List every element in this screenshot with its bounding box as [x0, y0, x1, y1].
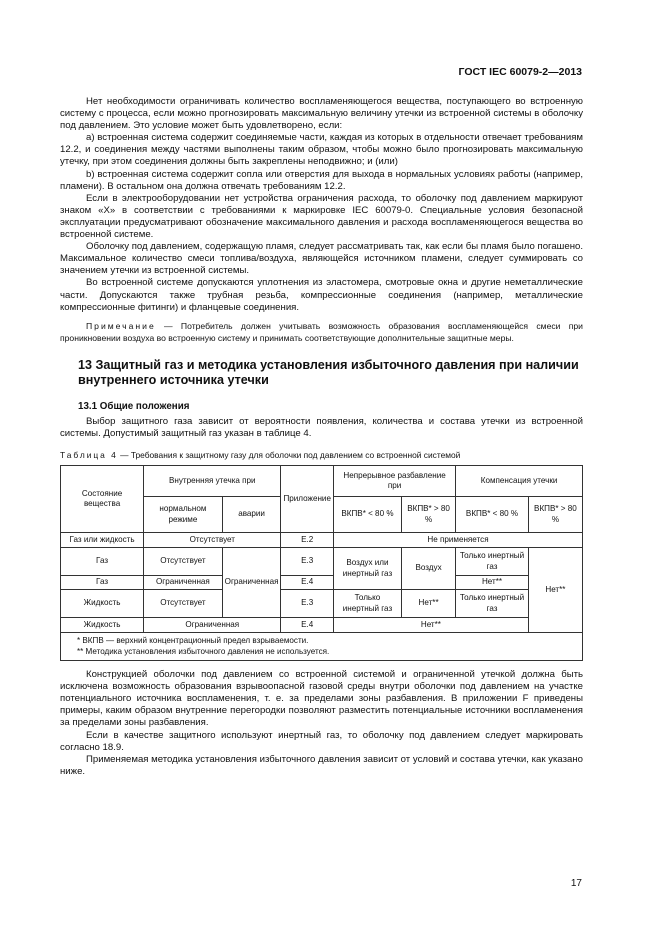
cell-not-applicable: Не применяется [333, 533, 582, 548]
header-failure: аварии [222, 497, 281, 533]
standard-header: ГОСТ IEC 60079-2—2013 [458, 66, 582, 78]
subsection-heading: 13.1 Общие положения [78, 400, 190, 412]
paragraph: Если в электрооборудовании нет устройства ограничения расхода, то оболочку под давлением маркируют знаком «Х» в соответствии с требованиями к маркировке IEC 60079-0. Специальные условия безопасной эксплуатации предусматривают обозначение максимального давления и расхода воспламеняющегося вещества во встроенной системе. [60, 192, 583, 241]
cell-state: Жидкость [61, 590, 144, 618]
cell-normal: Отсутствует [144, 590, 223, 618]
paragraph: Конструкцией оболочки под давлением со встроенной системой и ограниченной утечкой должна быть исключена возможность образования взрывоопасной газовой среды внутри оболочки под давлением на участке потенциального источника воспламенения, т. е. за пределами зоны разбавления. В приложении F приведены примеры, каким образом внутренние перегородки позволяют разместить потенциальные источники воспламенения за пределами зоны разбавления. [60, 669, 583, 729]
paragraph: Если в качестве защитного используют инертный газ, то оболочку под давлением следует маркировать согласно 18.9. [60, 729, 583, 753]
list-item-a: а) встроенная система содержит соединяемые части, каждая из которых в отдельности отвечает требованиям 12.2, и соединения между частями выполнены таким образом, чтобы можно было прогнозировать максимальную утечку, при этом соединения должны быть закреплены неподвижно; и (или) [60, 132, 583, 168]
cell-appendix: Е.3 [281, 590, 333, 618]
footnote: * ВКПВ — верхний концентрационный предел взрываемости. [77, 636, 309, 646]
header-dilution-uel-gt80: ВКПВ* > 80 % [401, 497, 455, 533]
note [60, 320, 583, 344]
paragraph: Выбор защитного газа зависит от вероятности появления, количества и состава утечки из встроенной системы. Допустимый защитный газ указан в таблице 4. [60, 415, 583, 439]
page-number: 17 [570, 878, 582, 889]
cell-only-inert: Только инертный газ [456, 590, 529, 618]
table-row [61, 533, 583, 548]
cell-appendix: Е.4 [281, 576, 333, 590]
table-footnotes-row [61, 633, 583, 661]
note-text: — Потребитель должен учитывать возможность образования воспламеняющейся смеси при проникновении воздуха во встроенную систему и принимать соответствующие дополнительные защитные меры. [60, 320, 583, 343]
section-heading: 13 Защитный газ и методика установления избыточного давления при наличии внутреннего источника утечки [78, 357, 579, 388]
cell-leak: Отсутствует [144, 533, 281, 548]
header-dilution-uel-lt80: ВКПВ* < 80 % [333, 497, 401, 533]
cell-normal: Отсутствует [144, 548, 223, 576]
cell-state: Газ или жидкость [61, 533, 144, 548]
cell-appendix: Е.4 [281, 618, 333, 633]
cell-state: Жидкость [61, 618, 144, 633]
header-compensation: Компенсация утечки [456, 466, 583, 497]
paragraph: Во встроенной системе допускаются уплотнения из эластомера, смотровые окна и другие неметаллические части. Допускаются также трубная резьба, компрессионные соединения (например, металлические компрессионные фитинги) и фланцевые соединения. [60, 277, 583, 313]
cell-appendix: Е.2 [281, 533, 333, 548]
header-internal-leak: Внутренняя утечка при [144, 466, 281, 497]
table-caption [60, 449, 583, 461]
header-compensation-uel-gt80: ВКПВ* > 80 % [528, 497, 582, 533]
header-normal: нормальном режиме [144, 497, 223, 533]
cell-appendix: Е.3 [281, 548, 333, 576]
table-caption-label: Таблица 4 [60, 449, 118, 460]
cell-no: Нет** [456, 576, 529, 590]
cell-no: Нет** [401, 590, 455, 618]
list-item-b: b) встроенная система содержит сопла или отверстия для выхода в нормальных условиях работы (например, пламени). В остальном она должна отвечать требованиям 12.2. [60, 168, 583, 192]
table-row [61, 590, 583, 618]
cell-state: Газ [61, 548, 144, 576]
cell-state: Газ [61, 576, 144, 590]
cell-no-compensation: Нет** [528, 548, 582, 633]
paragraph: Оболочку под давлением, содержащую пламя, следует рассматривать так, как если бы пламя было погашено. Максимальное количество смеси топлива/воздуха, являющейся источником пламени, следует суммировать со значением утечки из встроенной системы. [60, 241, 583, 277]
table-caption-text: — Требования к защитному газу для оболочки под давлением со встроенной системой [117, 449, 461, 460]
paragraph: Применяемая методика установления избыточного давления зависит от условий и состава утечки, как указано ниже. [60, 753, 583, 777]
cell-only-inert: Только инертный газ [456, 548, 529, 576]
cell-air: Воздух [401, 548, 455, 590]
header-compensation-uel-lt80: ВКПВ* < 80 % [456, 497, 529, 533]
note-label: Примечание [86, 320, 156, 331]
cell-failure-limited: Ограниченная [222, 548, 281, 618]
header-state: Состояние вещества [61, 466, 144, 533]
protective-gas-table [60, 465, 583, 661]
table-row [61, 576, 583, 590]
cell-normal: Ограниченная [144, 576, 223, 590]
closing-paragraphs [60, 669, 583, 778]
cell-only-inert: Только инертный газ [333, 590, 401, 618]
table-row [61, 548, 583, 576]
footnote: ** Методика установления избыточного давления не используется. [77, 647, 330, 657]
cell-air-or-inert: Воздух или инертный газ [333, 548, 401, 590]
paragraph: Нет необходимости ограничивать количество воспламеняющегося вещества, поступающего во встроенную систему с процесса, если можно прогнозировать максимальную величину утечки из встроенной системы в оболочку под давлением. Это условие может быть удовлетворено, если: [60, 96, 583, 132]
header-dilution: Непрерывное разбавление при [333, 466, 455, 497]
cell-leak: Ограниченная [144, 618, 281, 633]
header-appendix: Приложение [281, 466, 333, 533]
table-row [61, 618, 583, 633]
cell-no: Нет** [333, 618, 528, 633]
page-content [60, 96, 583, 778]
